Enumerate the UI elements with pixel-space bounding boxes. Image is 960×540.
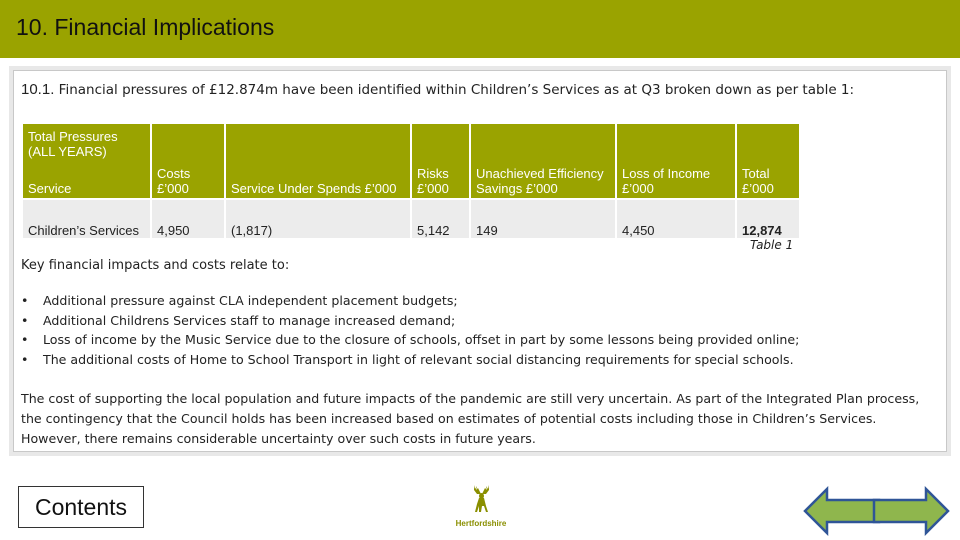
impact-list xyxy=(21,293,799,371)
list-item: • The additional costs of Home to School Transport in light of relevant social distancing requirements for special schools. xyxy=(21,351,794,367)
key-heading: Key financial impacts and costs relate to: xyxy=(21,258,290,273)
intro-text xyxy=(21,81,854,98)
next-arrow-icon[interactable] xyxy=(870,486,950,536)
section-number: 10.1. xyxy=(21,81,55,98)
header-costs: Costs £’000 xyxy=(152,124,224,198)
contents-button[interactable]: Contents xyxy=(18,486,144,528)
table-row xyxy=(23,200,799,238)
page-title: 10. Financial Implications xyxy=(16,14,275,40)
logo-text: Hertfordshire xyxy=(455,519,507,528)
list-item: • Loss of income by the Music Service due to the closure of schools, offset in part by some lessons being provided online; xyxy=(21,332,800,347)
list-item: • Additional pressure against CLA independent placement budgets; xyxy=(21,293,458,308)
summary-paragraph: The cost of supporting the local population and future impacts of the pandemic are still very uncertain. As part of the Integrated Plan process, the contingency that the Council holds has been increased based on estimates of potential costs including those in Children’s Services. However, there remains considerable uncertainty over such costs in future years. xyxy=(21,391,920,446)
table-header-row xyxy=(23,124,799,198)
cell-under-spends: (1,817) xyxy=(226,200,410,238)
stag-icon xyxy=(466,484,496,514)
header-total: Total £’000 xyxy=(737,124,799,198)
hertfordshire-logo xyxy=(448,484,514,528)
content-panel xyxy=(13,70,947,452)
cell-costs: 4,950 xyxy=(152,200,224,238)
header-under-spends: Service Under Spends £’000 xyxy=(226,124,410,198)
cell-risks: 5,142 xyxy=(412,200,469,238)
header-risks: Risks £’000 xyxy=(412,124,469,198)
cell-unachieved-savings: 149 xyxy=(471,200,615,238)
header-total-pressures: Total Pressures (ALL YEARS) xyxy=(28,129,118,159)
intro-sentence: Financial pressures of £12.874m have been identified within Children’s Services as at Q3 broken down as per table 1: xyxy=(58,82,855,98)
header-service-label: Service xyxy=(28,181,72,196)
table-caption: Table 1 xyxy=(750,238,794,252)
cell-loss-of-income: 4,450 xyxy=(617,200,735,238)
title-bar xyxy=(0,0,960,58)
cell-total: 12,874 xyxy=(737,200,799,238)
financial-table xyxy=(21,122,801,240)
cell-service: Children’s Services xyxy=(23,200,150,238)
header-service xyxy=(23,124,150,198)
list-item: • Additional Childrens Services staff to manage increased demand; xyxy=(21,312,456,328)
header-unachieved-savings: Unachieved Efficiency Savings £’000 xyxy=(471,124,615,198)
header-loss-of-income: Loss of Income £’000 xyxy=(617,124,735,198)
